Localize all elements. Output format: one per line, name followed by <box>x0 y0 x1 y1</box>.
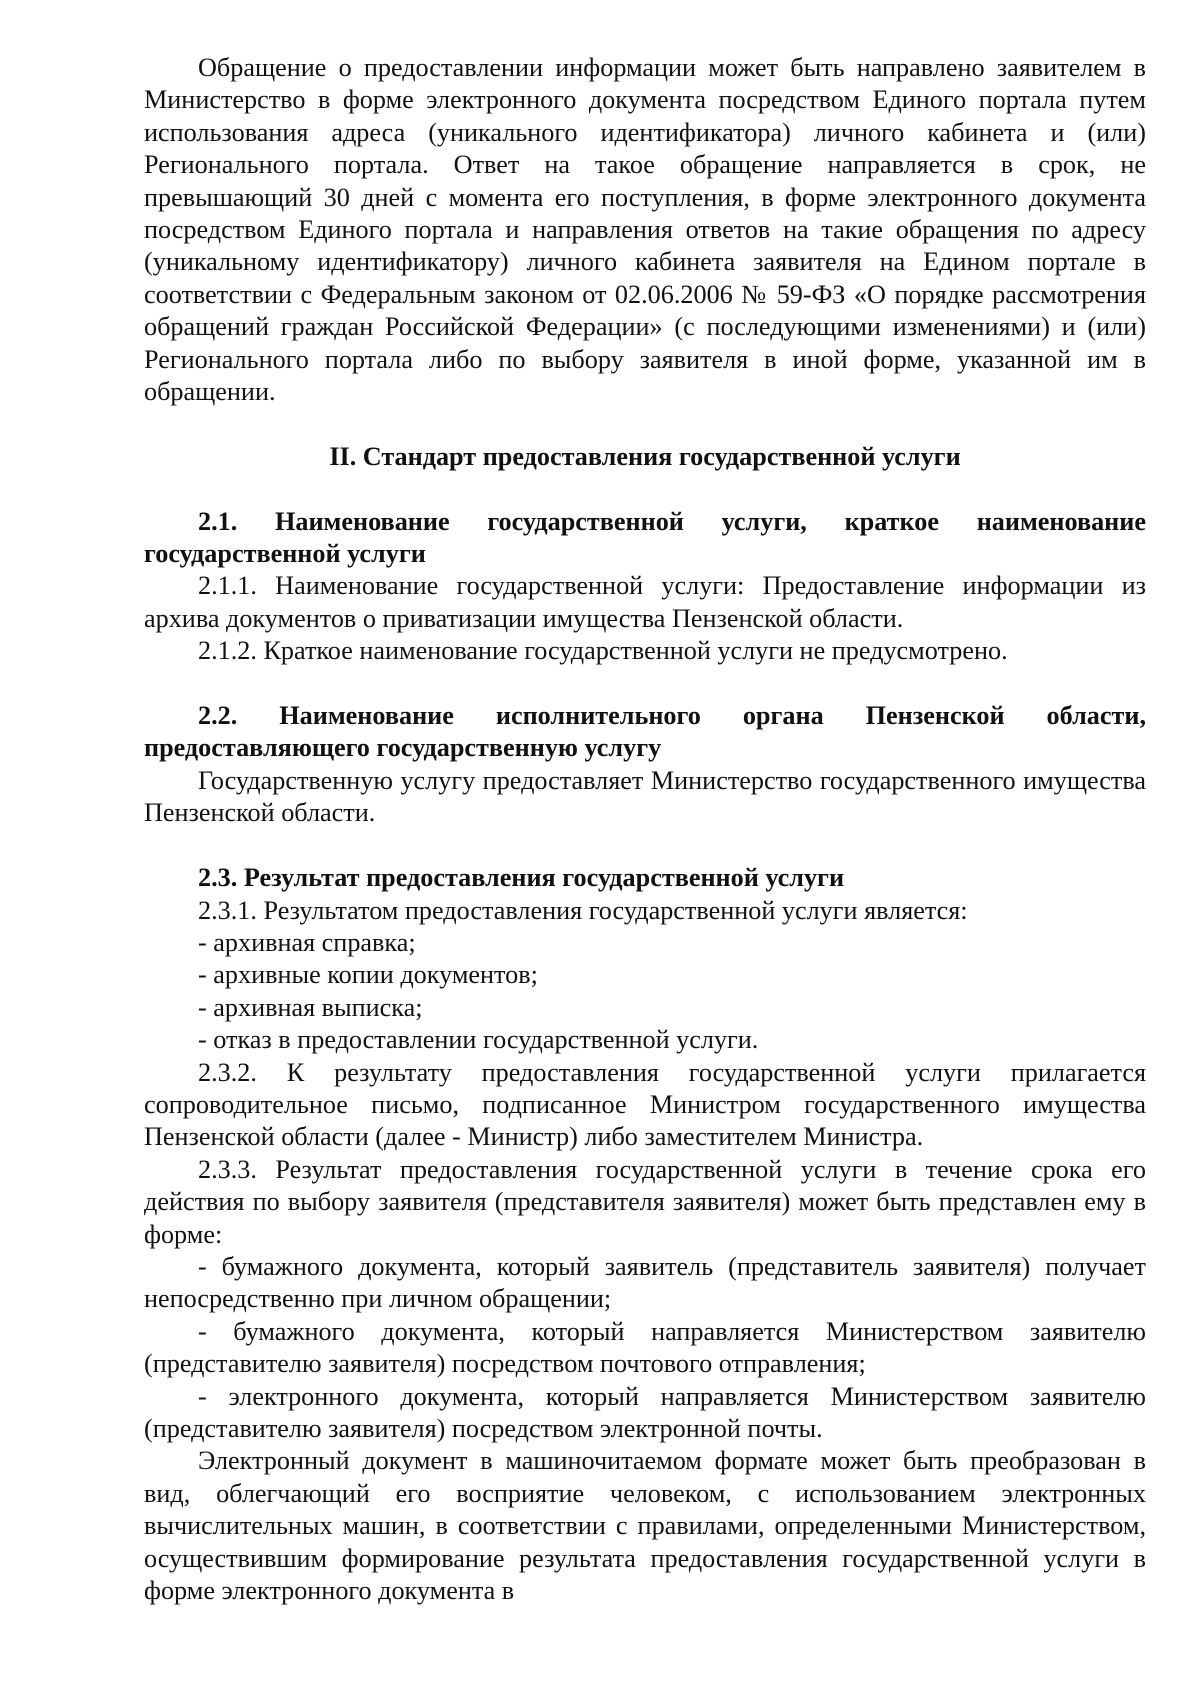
spacer <box>144 408 1146 440</box>
chapter-title: II. Стандарт предоставления государственной услуги <box>329 441 961 471</box>
form-list-item: - бумажного документа, который заявитель (представитель заявителя) получает непосредственно при личном обращении; <box>144 1251 1146 1314</box>
section-2-1-heading: 2.1. Наименование государственной услуги, краткое наименование государственной услуги <box>144 506 1146 569</box>
electronic-document-paragraph: Электронный документ в машиночитаемом формате может быть преобразован в вид, облегчающий его восприятие человеком, с использованием электронных вычислительных машин, в соответствии с правилами, определенными Министерством, осуществившим формирование результата предоставления государственной услуги в форме электронного документа в <box>144 1446 1146 1606</box>
section-2-1-2-paragraph: 2.1.2. Краткое наименование государственной услуги не предусмотрено. <box>198 636 1008 666</box>
result-list-item: - архивные копии документов; <box>198 960 538 990</box>
spacer <box>144 668 1146 700</box>
section-2-2-paragraph: Государственную услугу предоставляет Министерство государственного имущества Пензенской области. <box>144 765 1146 828</box>
section-2-2-heading: 2.2. Наименование исполнительного органа Пензенской области, предоставляющего государственную услугу <box>144 701 1146 763</box>
spacer <box>144 830 1146 862</box>
result-list-item: - отказ в предоставлении государственной услуги. <box>198 1025 759 1055</box>
section-2-3-2-paragraph: 2.3.2. К результату предоставления государственной услуги прилагается сопроводительное письмо, подписанное Министром государственного имущества Пензенской области (далее - Министр) либо заместителем Министра. <box>144 1057 1146 1152</box>
form-list-item: - электронного документа, который направляется Министерством заявителю (представителю заявителя) посредством электронной почты. <box>144 1381 1146 1443</box>
section-2-1-1-paragraph: 2.1.1. Наименование государственной услуги: Предоставление информации из архива документов о приватизации имущества Пензенской области. <box>144 571 1146 633</box>
section-2-3-3-paragraph: 2.3.3. Результат предоставления государственной услуги в течение срока его действия по выбору заявителя (представителя заявителя) может быть представлен ему в форме: <box>144 1154 1146 1249</box>
section-2-3-heading: 2.3. Результат предоставления государственной услуги <box>198 863 845 893</box>
form-list-item: - бумажного документа, который направляется Министерством заявителю (представителю заявителя) посредством почтового отправления; <box>144 1316 1146 1379</box>
spacer <box>144 473 1146 505</box>
section-2-3-1-paragraph: 2.3.1. Результатом предоставления государственной услуги является: <box>198 895 968 925</box>
result-list-item: - архивная выписка; <box>198 992 423 1022</box>
result-list-item: - архивная справка; <box>198 927 416 957</box>
document-page <box>144 52 1146 1607</box>
intro-paragraph: Обращение о предоставлении информации может быть направлено заявителем в Министерство в форме электронного документа посредством Единого портала путем использования адреса (уникального идентификатора) личного кабинета и (или) Регионального портала. Ответ на такое обращение направляется в срок, не превышающий 30 дней с момента его поступления, в форме электронного документа посредством Единого портала и направления ответов на такие обращения по адресу (уникальному идентификатору) личного кабинета заявителя на Едином портале в соответствии с Федеральным законом от 02.06.2006 № 59-ФЗ «О порядке рассмотрения обращений граждан Российской Федерации» (с последующими изменениями) и (или) Регионального портала либо по выбору заявителя в иной форме, указанной им в обращении. <box>144 53 1146 407</box>
